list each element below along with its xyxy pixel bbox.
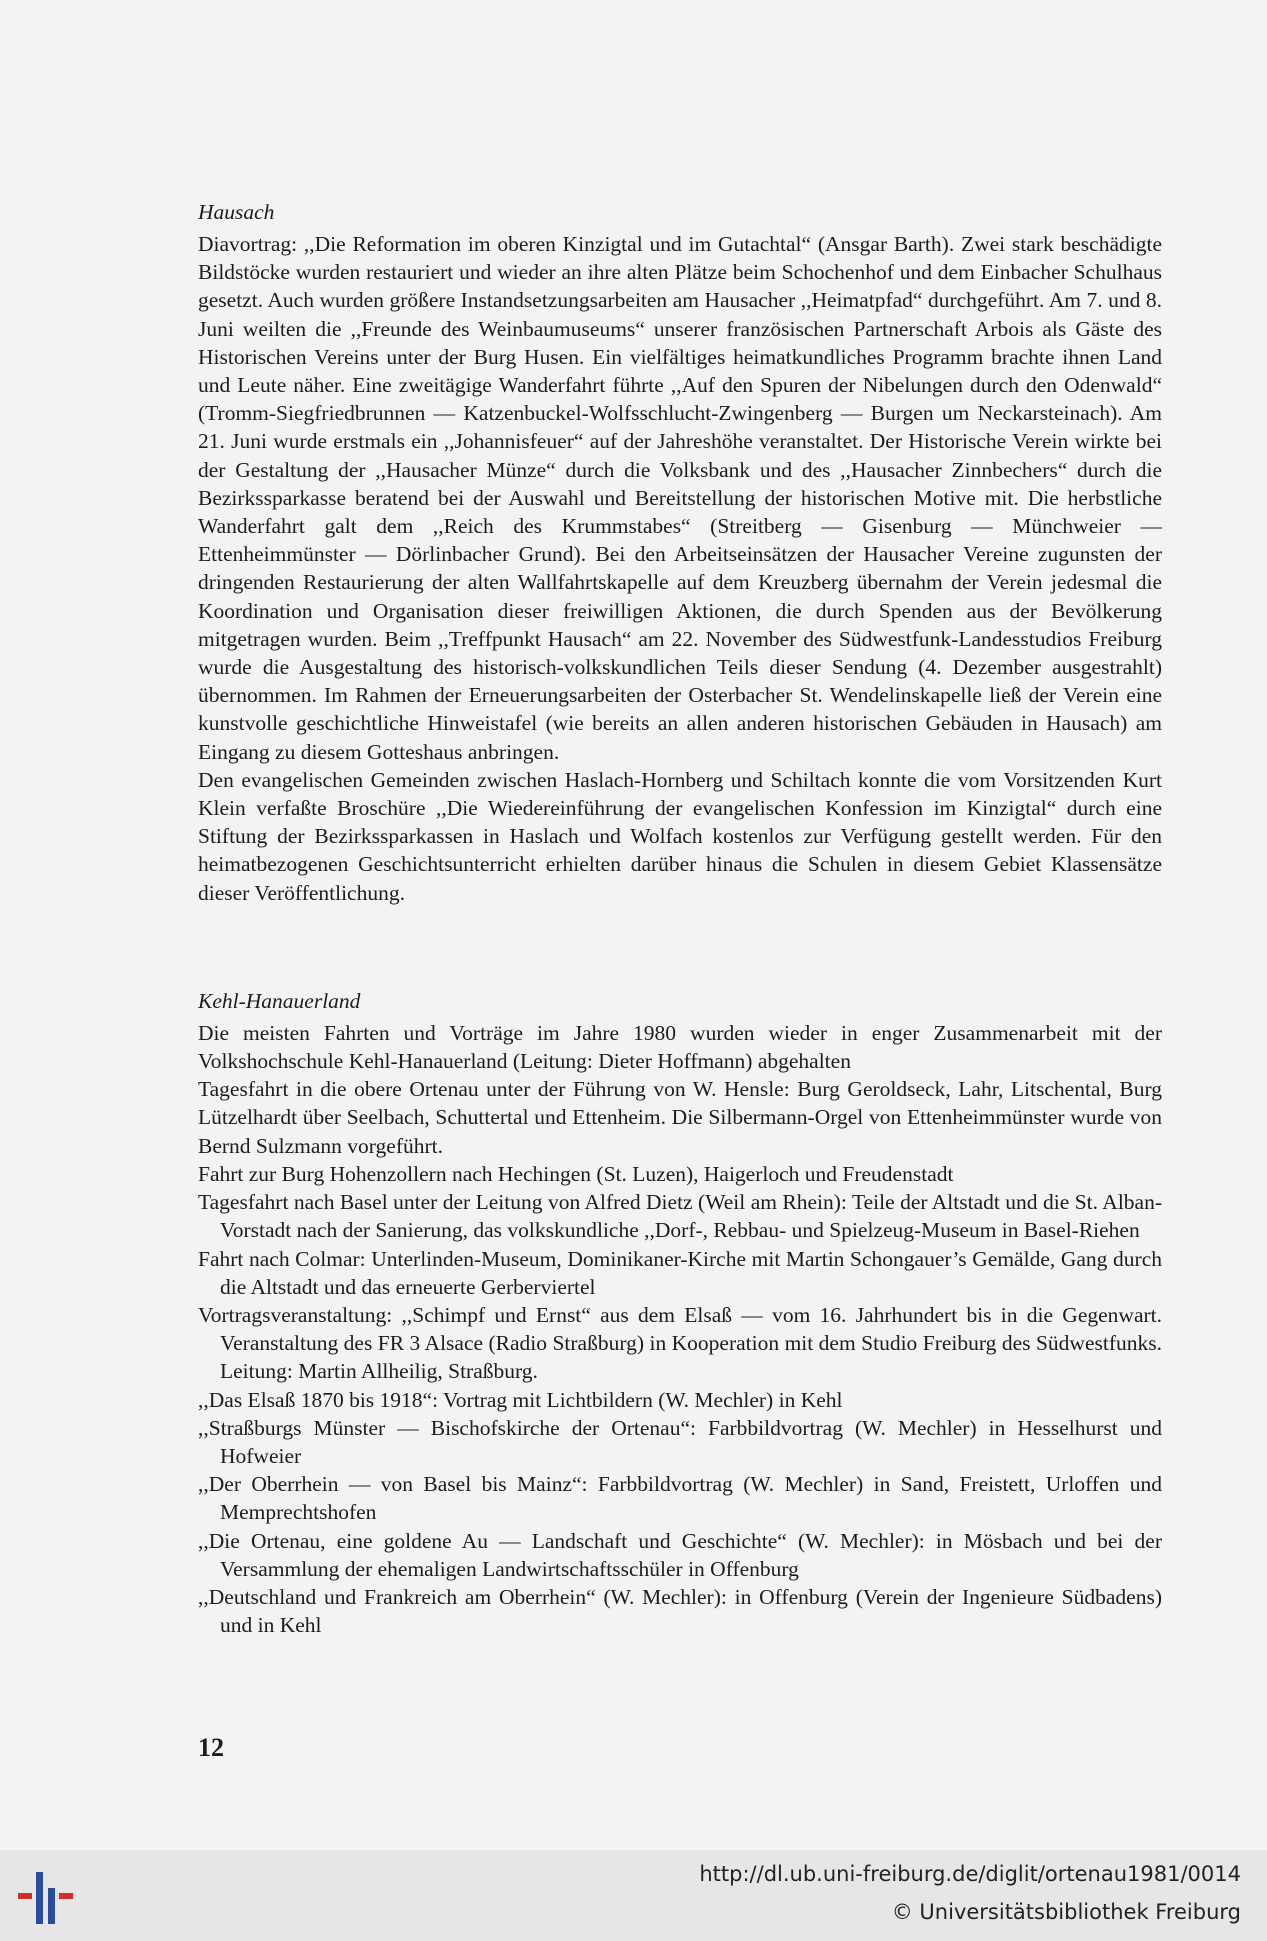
list-item: Die meisten Fahrten und Vorträge im Jahre 1980 wurden wieder in enger Zusammenarbeit mit der Volkshochschule Kehl-Hanauerland (Leitung: Dieter Hoffmann) abgehalten xyxy=(198,1020,1162,1074)
list-item: ,,Deutschland und Frankreich am Oberrhein“ (W. Mechler): in Offenburg (Verein der Ingenieure Südbadens) und in Kehl xyxy=(198,1584,1162,1638)
section-hausach xyxy=(198,198,1162,907)
page-content xyxy=(198,198,1162,1639)
copyright-text: © Universitätsbibliothek Freiburg xyxy=(891,1900,1241,1924)
section-heading: Hausach xyxy=(198,200,275,224)
list-item: ,,Das Elsaß 1870 bis 1918“: Vortrag mit Lichtbildern (W. Mechler) in Kehl xyxy=(198,1387,843,1412)
source-url-link[interactable]: http://dl.ub.uni-freiburg.de/diglit/ortenau1981/0014 xyxy=(699,1862,1241,1886)
footer-bar xyxy=(0,1850,1267,1941)
section-heading: Kehl-Hanauerland xyxy=(198,988,361,1013)
list-item: Vortragsveranstaltung: ,,Schimpf und Ernst“ aus dem Elsaß — vom 16. Jahrhundert bis in die Gegenwart. Veranstaltung des FR 3 Alsace (Radio Straßburg) in Kooperation mit dem Studio Freiburg des Südwestfunks. Leitung: Martin Allheilig, Straßburg. xyxy=(198,1302,1162,1384)
list-item: Tagesfahrt nach Basel unter der Leitung von Alfred Dietz (Weil am Rhein): Teile der Altstadt und die St. Alban-Vorstadt nach der Sanierung, das volkskundliche ,,Dorf-, Rebbau- und Spielzeug-Museum in Basel-Riehen xyxy=(198,1190,1162,1243)
event-list xyxy=(198,1019,1162,1639)
list-item: ,,Der Oberrhein — von Basel bis Mainz“: Farbbildvortrag (W. Mechler) in Sand, Freistett, Urloffen und Memprechtshofen xyxy=(198,1472,1162,1525)
page-number: 12 xyxy=(198,1733,224,1762)
paragraph: Den evangelischen Gemeinden zwischen Haslach-Hornberg und Schiltach konnte die vom Vorsitzenden Kurt Klein verfaßte Broschüre ,,Die Wiedereinführung der evangelischen Konfession im Kinzigtal“ durch eine Stiftung der Bezirkssparkassen in Haslach und Wolfach kostenlos zur Verfügung gestellt werden. Für den heimatbezogenen Geschichtsunterricht erhielten darüber hinaus die Schulen in diesem Gebiet Klassensätze dieser Veröffentlichung. xyxy=(198,767,1162,905)
list-item: Fahrt zur Burg Hohenzollern nach Hechingen (St. Luzen), Haigerloch und Freudenstadt xyxy=(198,1161,954,1186)
list-item: ,,Die Ortenau, eine goldene Au — Landschaft und Geschichte“ (W. Mechler): in Mösbach und bei der Versammlung der ehemaligen Landwirtschaftsschüler in Offenburg xyxy=(198,1528,1162,1581)
list-item: Tagesfahrt in die obere Ortenau unter der Führung von W. Hensle: Burg Geroldseck, Lahr, Litschental, Burg Lützelhardt über Seelbach, Schuttertal und Ettenheim. Die Silbermann-Orgel von Ettenheimmünster wurde von Bernd Sulzmann vorgeführt. xyxy=(198,1077,1162,1158)
section-kehl-hanauerland xyxy=(198,987,1162,1639)
paragraph: Diavortrag: ,,Die Reformation im oberen Kinzigtal und im Gutachtal“ (Ansgar Barth). Zwei stark beschädigte Bildstöcke wurden restauriert und wieder an ihre alten Plätze beim Schochenhof und dem Einbacher Schulhaus gesetzt. Auch wurden größere Instandsetzungsarbeiten am Hausacher ,,Heimatpfad“ durchgeführt. Am 7. und 8. Juni weilten die ,,Freunde des Weinbaumuseums“ unserer französischen Partnerschaft Arbois als Gäste des Historischen Vereins unter der Burg Husen. Ein vielfältiges heimatkundliches Programm brachte ihnen Land und Leute näher. Eine zweitägige Wanderfahrt führte ,,Auf den Spuren der Nibelungen durch den Odenwald“ (Tromm-Siegfriedbrunnen — Katzenbuckel-Wolfsschlucht-Zwingenberg — Burgen um Neckarsteinach). Am 21. Juni wurde erstmals ein ,,Johannisfeuer“ auf der Jahreshöhe veranstaltet. Der Historische Verein wirkte bei der Gestaltung der ,,Hausacher Münze“ durch die Volksbank und des ,,Hausacher Zinnbechers“ durch die Bezirkssparkasse beratend bei der Auswahl und Bereitstellung der historischen Motive mit. Die herbstliche Wanderfahrt galt dem ,,Reich des Krummstabes“ (Streitberg — Gisenburg — Münchweier — Ettenheimmünster — Dörlinbacher Grund). Bei den Arbeitseinsätzen der Hausacher Vereine zugunsten der dringenden Restaurierung der alten Wallfahrtskapelle auf dem Kreuzberg übernahm der Verein jedesmal die Koordination und Organisation dieser freiwilligen Aktionen, die durch Spenden aus der Bevölkerung mitgetragen wurden. Beim ,,Treffpunkt Hausach“ am 22. November des Südwestfunk-Landesstudios Freiburg wurde die Ausgestaltung des historisch-volkskundlichen Teils dieser Sendung (4. Dezember ausgestrahlt) übernommen. Im Rahmen der Erneuerungsarbeiten der Osterbacher St. Wendelinskapelle ließ der Verein eine kunstvolle geschichtliche Hinweistafel (wie bereits an allen anderen historischen Gebäuden in Hausach) am Eingang zu diesem Gotteshaus anbringen. xyxy=(198,232,1162,764)
library-logo-icon xyxy=(14,1866,78,1930)
list-item: ,,Straßburgs Münster — Bischofskirche der Ortenau“: Farbbildvortrag (W. Mechler) in Hesselhurst und Hofweier xyxy=(198,1415,1162,1468)
list-item: Fahrt nach Colmar: Unterlinden-Museum, Dominikaner-Kirche mit Martin Schongauer’s Gemälde, Gang durch die Altstadt und das erneuerte Gerberviertel xyxy=(198,1246,1162,1299)
